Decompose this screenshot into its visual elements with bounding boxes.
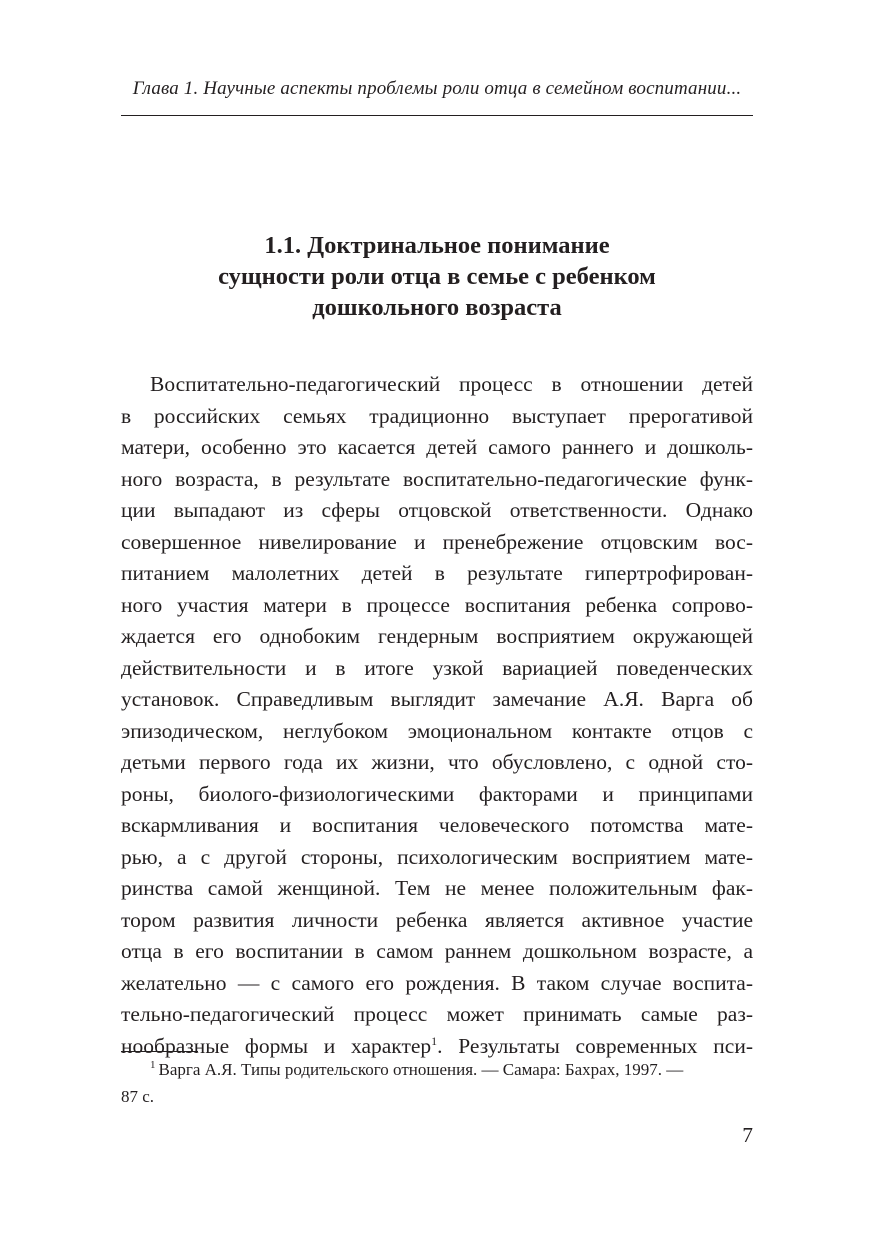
running-header: Глава 1. Научные аспекты проблемы роли отца в семейном воспитании... xyxy=(132,78,742,99)
body-line: ного участия матери в процессе воспитания ребенка сопрово- xyxy=(121,592,753,617)
body-line: в российских семьях традиционно выступает прерогативой xyxy=(121,403,753,428)
body-line: ждается его однобоким гендерным восприятием окружающей xyxy=(121,624,753,648)
body-line-text: нообразные формы и характер xyxy=(121,1033,432,1058)
footnote-text: Варга А.Я. Типы родительского отношения. — Самара: Бахрах, 1997. — xyxy=(158,1060,684,1079)
body-line: эпизодическом, неглубоком эмоциональном контакте отцов с xyxy=(121,718,753,743)
section-title-line: 1.1. Доктринальное понимание xyxy=(264,232,610,259)
section-title-line: дошкольного возраста xyxy=(312,294,562,321)
body-line: совершенное нивелирование и пренебрежение отцовским вос- xyxy=(121,529,753,554)
body-line: отца в его воспитании в самом раннем дошкольном возрасте, а xyxy=(121,939,753,963)
body-line: роны, биолого-физиологическими факторами и принципами xyxy=(121,781,753,806)
body-line: ринства самой женщиной. Тем не менее положительным фак- xyxy=(121,876,753,900)
body-line: матери, особенно это касается детей самого раннего и дошколь- xyxy=(121,435,753,459)
footnote-reference[interactable]: 1 xyxy=(431,1033,438,1048)
body-line: желательно — с самого его рождения. В таком случае воспита- xyxy=(121,970,753,995)
footnote xyxy=(121,1056,753,1110)
footnote-line: 87 с. xyxy=(121,1087,155,1106)
section-title xyxy=(121,230,753,323)
footnote-rule xyxy=(121,1051,198,1052)
page-number: 7 xyxy=(742,1123,753,1147)
body-line: тельно-педагогический процесс может принимать самые раз- xyxy=(121,1002,753,1026)
body-line: ного возраста, в результате воспитательно-педагогические функ- xyxy=(121,466,753,491)
body-line: рью, а с другой стороны, психологическим восприятием мате- xyxy=(121,844,753,869)
section-title-line: сущности роли отца в семье с ребенком xyxy=(218,263,656,290)
body-line: ции выпадают из сферы отцовской ответственности. Однако xyxy=(121,498,753,522)
body-line: детьми первого года их жизни, что обусловлено, с одной сто- xyxy=(121,750,753,774)
body-line: тором развития личности ребенка является активное участие xyxy=(121,907,753,932)
body-line: Воспитательно-педагогический процесс в отношении детей xyxy=(150,372,753,396)
body-text xyxy=(121,369,753,1062)
header-rule xyxy=(121,115,753,116)
body-line: питанием малолетних детей в результате гипертрофирован- xyxy=(121,561,753,585)
body-line-text: . Результаты современных пси- xyxy=(437,1033,753,1058)
body-line: установок. Справедливым выглядит замечание А.Я. Варга об xyxy=(121,687,753,711)
footnote-line xyxy=(121,1056,753,1083)
body-line: действительности и в итоге узкой вариацией поведенческих xyxy=(121,655,753,680)
body-line: вскармливания и воспитания человеческого потомства мате- xyxy=(121,813,753,837)
footnote-marker: 1 xyxy=(150,1059,156,1071)
